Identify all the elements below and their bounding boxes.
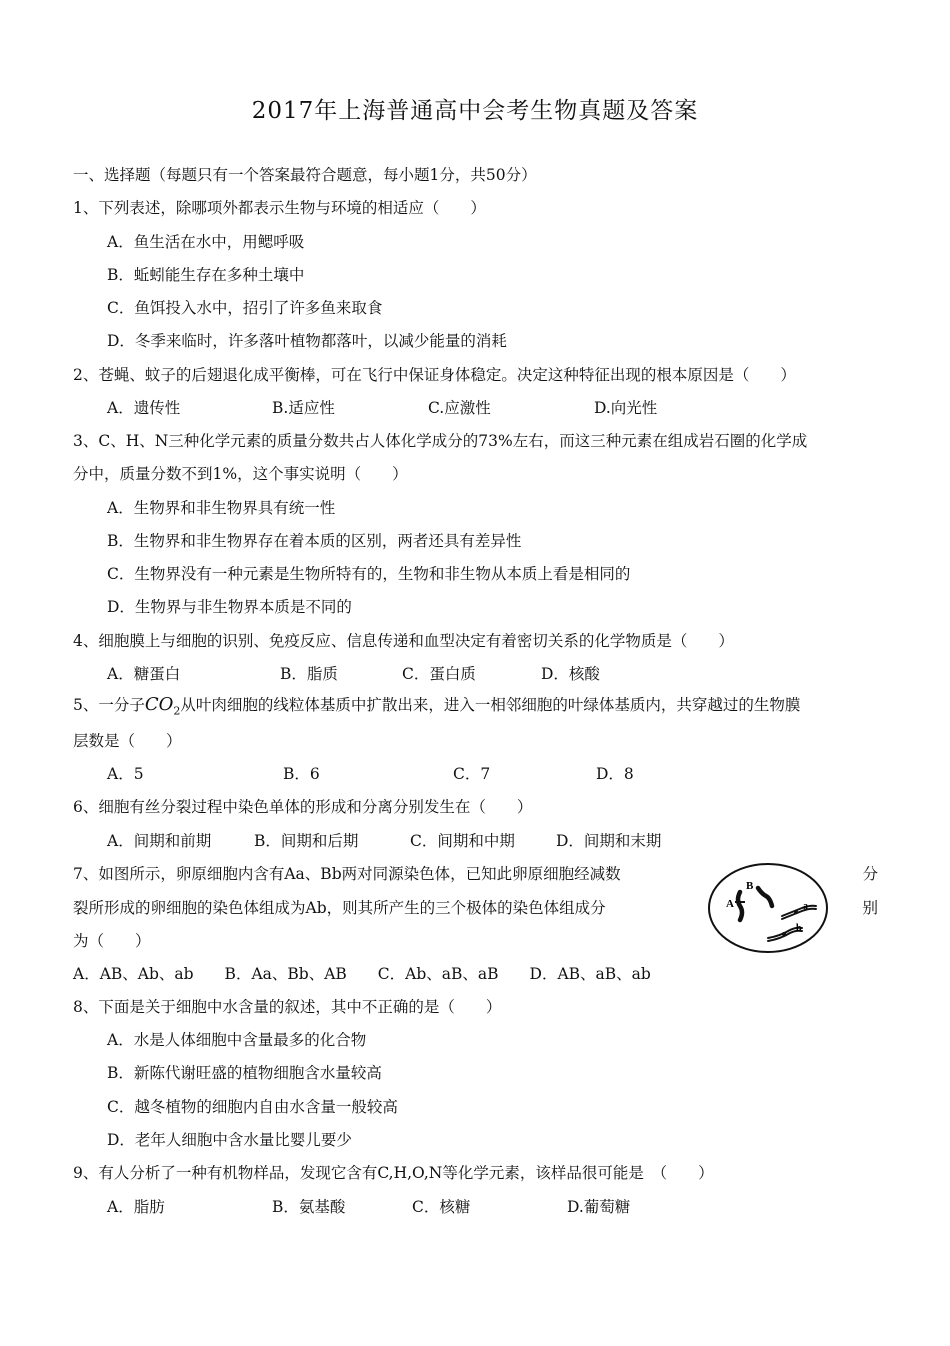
q8-option-d: D．老年人细胞中含水量比婴儿要少 xyxy=(107,1131,352,1149)
q2-option-c: C.应激性 xyxy=(428,399,491,417)
q9-option-b: B．氨基酸 xyxy=(272,1198,346,1216)
label-A: A xyxy=(726,898,734,910)
q8-option-b: B．新陈代谢旺盛的植物细胞含水量较高 xyxy=(107,1064,382,1082)
q7-stem-line2: 裂所形成的卵细胞的染色体组成为Ab，则其所产生的三个极体的染色体组成分 xyxy=(73,899,606,917)
q6-option-c: C．间期和中期 xyxy=(410,832,515,850)
q3-stem-line2: 分中，质量分数不到1%，这个事实说明（ ） xyxy=(73,465,408,483)
q5-stem-suffix: 从叶肉细胞的线粒体基质中扩散出来，进入一相邻细胞的叶绿体基质内，共穿越过的生物膜 xyxy=(180,696,801,714)
q7-options: A．AB、Ab、ab B．Aa、Bb、AB C．Ab、aB、aB D．AB、aB、ab xyxy=(73,965,651,983)
q8-option-c: C．越冬植物的细胞内自由水含量一般较高 xyxy=(107,1098,398,1116)
q7-stem-line1-end: 分 xyxy=(862,865,878,883)
q3-option-c: C．生物界没有一种元素是生物所特有的，生物和非生物从本质上看是相同的 xyxy=(107,565,631,583)
oocyte-chromosome-figure xyxy=(706,860,831,955)
q2-option-d: D.向光性 xyxy=(594,399,658,417)
label-B: B xyxy=(746,880,754,892)
q6-option-d: D．间期和末期 xyxy=(556,832,662,850)
q5-option-c: C．7 xyxy=(453,765,491,783)
q3-option-a: A．生物界和非生物界具有统一性 xyxy=(107,499,336,517)
q2-option-b: B.适应性 xyxy=(272,399,335,417)
q9-stem: 9、有人分析了一种有机物样品，发现它含有C,H,O,N等化学元素，该样品很可能是 （ ） xyxy=(73,1164,714,1182)
q8-stem: 8、下面是关于细胞中水含量的叙述，其中不正确的是（ ） xyxy=(73,998,502,1016)
q8-option-a: A．水是人体细胞中含量最多的化合物 xyxy=(107,1031,367,1049)
q6-stem: 6、细胞有丝分裂过程中染色单体的形成和分离分别发生在（ ） xyxy=(73,798,533,816)
co2-formula xyxy=(144,694,181,718)
q1-stem: 1、下列表述，除哪项外都表示生物与环境的相适应（ ） xyxy=(73,199,486,217)
page-title: 2017年上海普通高中会考生物真题及答案 xyxy=(251,98,699,124)
q2-stem: 2、苍蝇、蚊子的后翅退化成平衡棒，可在飞行中保证身体稳定。决定这种特征出现的根本原因是（ ） xyxy=(73,366,796,384)
chromosome-A xyxy=(735,892,745,920)
q3-stem-line1: 3、C、H、N三种化学元素的质量分数共占人体化学成分的73%左右，而这三种元素在组成岩石圈的化学成 xyxy=(73,432,808,450)
q4-option-d: D．核酸 xyxy=(541,665,600,683)
q1-option-c: C．鱼饵投入水中，招引了许多鱼来取食 xyxy=(107,299,383,317)
q5-option-a: A．5 xyxy=(107,765,144,783)
section-heading: 一、选择题（每题只有一个答案最符合题意，每小题1分，共50分） xyxy=(73,166,537,184)
q4-option-a: A．糖蛋白 xyxy=(107,665,181,683)
q7-stem-line2-end: 别 xyxy=(862,899,878,917)
q3-option-b: B．生物界和非生物界存在着本质的区别，两者还具有差异性 xyxy=(107,532,522,550)
q5-stem-line1 xyxy=(73,694,878,723)
co2-text: CO xyxy=(144,694,174,715)
q4-option-c: C．蛋白质 xyxy=(402,665,476,683)
label-b: b xyxy=(796,923,802,934)
q9-option-d: D.葡萄糖 xyxy=(567,1198,631,1216)
q4-option-b: B．脂质 xyxy=(280,665,338,683)
q7-block xyxy=(73,860,878,955)
q9-option-a: A．脂肪 xyxy=(107,1198,165,1216)
q3-option-d: D．生物界与非生物界本质是不同的 xyxy=(107,598,352,616)
q5-option-d: D．8 xyxy=(596,765,634,783)
label-a: a xyxy=(803,901,808,912)
q1-option-b: B．蚯蚓能生存在多种土壤中 xyxy=(107,266,305,284)
q9-option-c: C．核糖 xyxy=(412,1198,471,1216)
q7-stem-line3: 为（ ） xyxy=(73,932,151,950)
q4-stem: 4、细胞膜上与细胞的识别、免疫反应、信息传递和血型决定有着密切关系的化学物质是（ ） xyxy=(73,632,734,650)
q5-stem-line2: 层数是（ ） xyxy=(73,732,182,750)
chromosome-a xyxy=(782,906,816,919)
q1-option-a: A．鱼生活在水中，用鳃呼吸 xyxy=(107,233,305,251)
co2-subscript: 2 xyxy=(173,704,181,718)
q5-stem-prefix: 5、一分子 xyxy=(73,696,145,714)
q7-stem-line1: 7、如图所示，卵原细胞内含有Aa、Bb两对同源染色体，已知此卵原细胞经减数 xyxy=(73,865,621,883)
q6-option-b: B．间期和后期 xyxy=(254,832,359,850)
chromosome-B xyxy=(758,888,772,906)
q2-option-a: A．遗传性 xyxy=(107,399,181,417)
q1-option-d: D．冬季来临时，许多落叶植物都落叶，以减少能量的消耗 xyxy=(107,332,507,350)
q5-option-b: B．6 xyxy=(283,765,320,783)
q6-option-a: A．间期和前期 xyxy=(107,832,212,850)
